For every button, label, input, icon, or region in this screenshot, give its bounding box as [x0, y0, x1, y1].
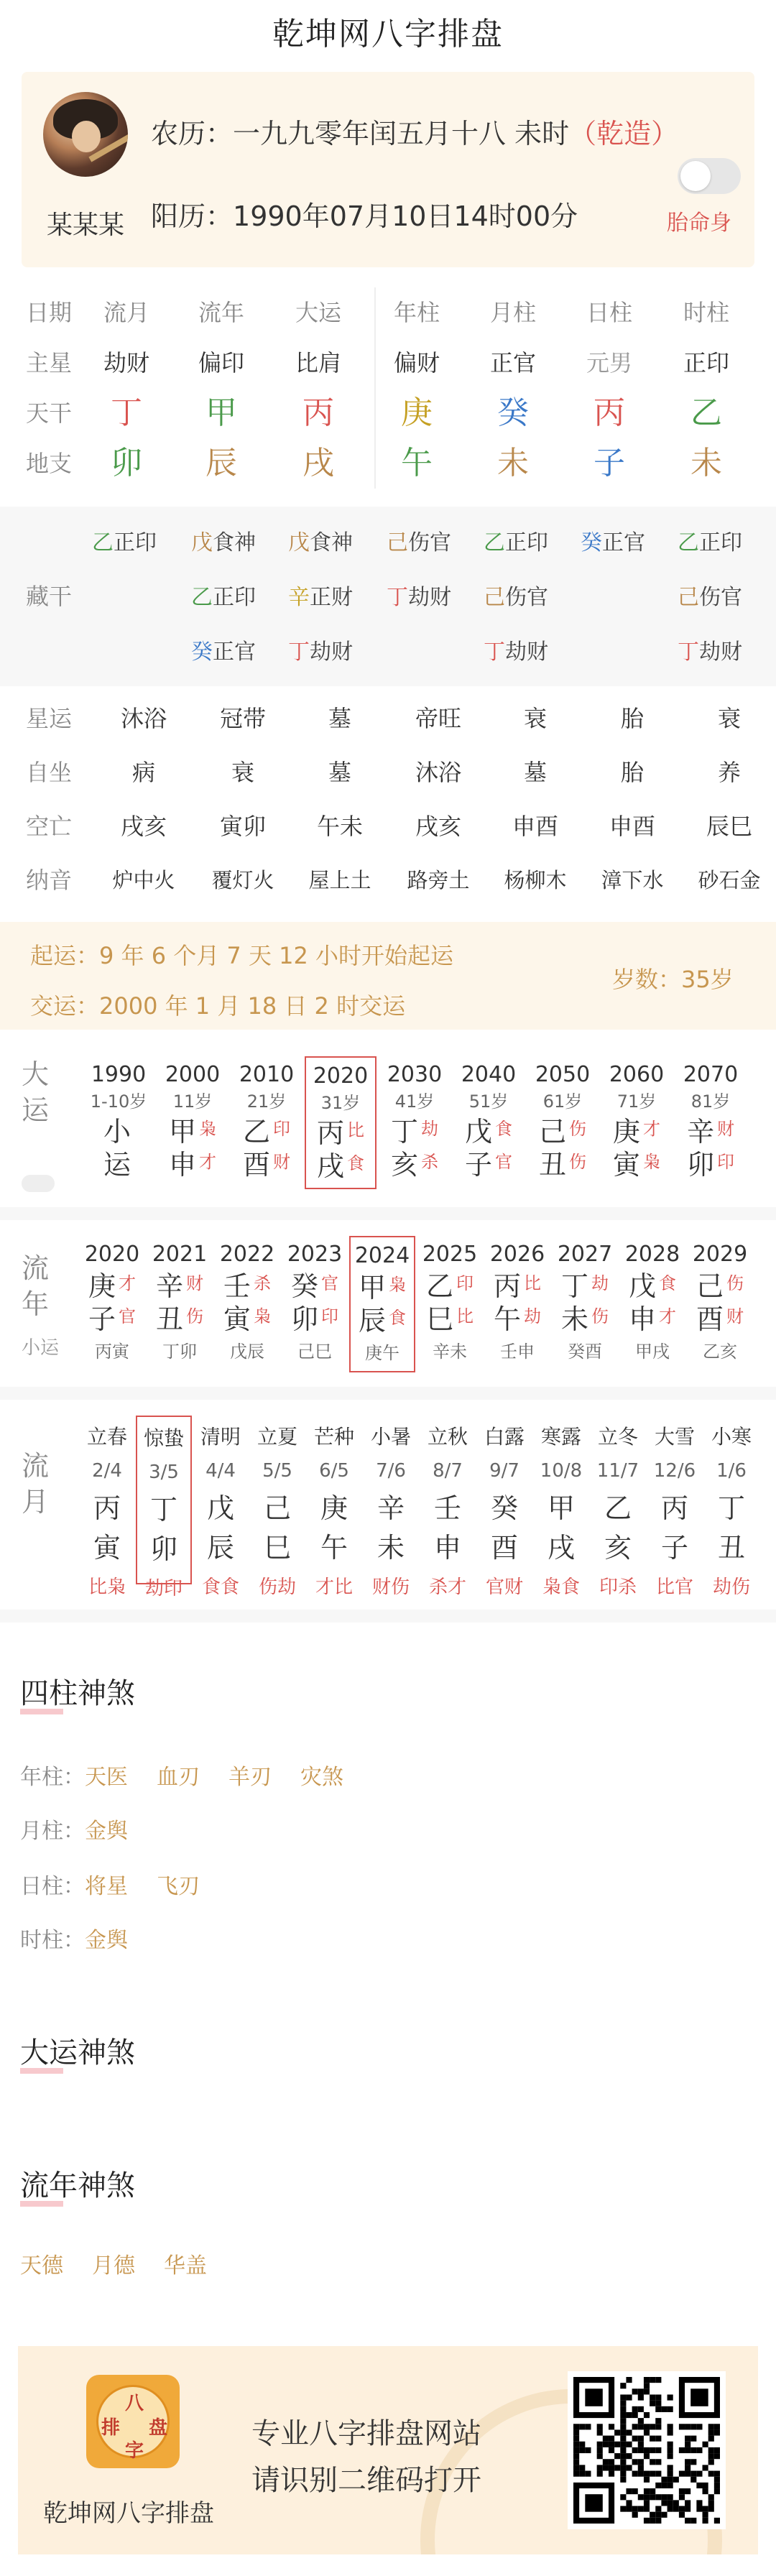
tiangan-row-cell: 丁 — [111, 394, 142, 431]
star-cell: 沐浴 — [415, 759, 461, 786]
dizhi-row-cell: 未 — [690, 445, 722, 481]
canggan-item: 丁劫财 — [387, 585, 451, 610]
liuyue-column[interactable]: 立夏 5/5 己 巳 伤劫 — [257, 1425, 297, 1598]
star-cell: 衰 — [231, 759, 254, 786]
shensha-row: 时柱：金舆 — [20, 1928, 128, 1953]
canggan-item: 癸正官 — [191, 640, 256, 665]
shensha-item[interactable]: 血刃 — [157, 1765, 200, 1790]
star-cell: 沐浴 — [120, 705, 167, 732]
liunian-column[interactable]: 2022 壬 杀 寅 枭 戊辰 — [219, 1242, 275, 1362]
zhuxing-row-cell: 元男 — [586, 349, 632, 377]
solar-date: 阳历：1990年07月10日14时00分 — [151, 200, 578, 232]
header-cell: 大运 — [295, 299, 341, 326]
star-cell: 申酉 — [609, 813, 655, 840]
dayun-shensha-title: 大运神煞 — [20, 2030, 135, 2071]
tiangan-row-cell: 癸 — [497, 394, 529, 431]
star-row-label: 纳音 — [26, 867, 73, 894]
shensha-item[interactable]: 金舆 — [85, 1928, 128, 1953]
zhuxing-row-cell: 正印 — [683, 349, 729, 377]
star-cell: 戌亥 — [120, 813, 167, 840]
star-cell: 寅卯 — [219, 813, 266, 840]
shensha-item[interactable]: 羊刃 — [228, 1765, 272, 1790]
canggan-item: 己伤官 — [678, 585, 742, 610]
star-cell: 病 — [131, 759, 155, 786]
star-cell: 漳下水 — [601, 868, 664, 892]
dayun-column[interactable]: 2060 71岁 庚 才 寅 枭 — [609, 1062, 665, 1181]
star-cell: 帝旺 — [415, 705, 461, 732]
liunian-column[interactable]: 2023 癸 官 卯 印 己巳 — [287, 1242, 343, 1362]
star-cell: 申酉 — [512, 813, 558, 840]
liunian-title: 流年 — [22, 1252, 50, 1320]
zhuxing-row-cell: 偏印 — [198, 349, 244, 377]
shensha-item[interactable]: 灾煞 — [300, 1765, 343, 1790]
dizhi-row-cell: 卯 — [111, 445, 142, 481]
canggan-item: 乙正印 — [92, 530, 157, 555]
canggan-item: 丁劫财 — [678, 640, 742, 665]
star-cell: 墓 — [328, 705, 351, 732]
header-cell: 日期 — [26, 299, 73, 326]
liunian-column[interactable]: 2028 戊 食 申 才 甲戌 — [624, 1242, 680, 1362]
dayun-column[interactable]: 2050 61岁 己 伤 丑 伤 — [535, 1062, 591, 1181]
tiangan-row-cell: 丙 — [302, 394, 334, 431]
star-cell: 胎 — [620, 705, 644, 732]
age-text: 岁数：35岁 — [612, 966, 734, 993]
star-row-label: 自坐 — [26, 759, 73, 786]
liuyue-title: 流月 — [22, 1450, 50, 1518]
grid-header — [0, 287, 776, 338]
liunian-column[interactable]: 2029 己 伤 酉 财 乙亥 — [692, 1242, 748, 1362]
dayun-column[interactable]: 2040 51岁 戊 食 子 官 — [461, 1062, 517, 1181]
liuyue-column[interactable]: 芒种 6/5 庚 午 才比 — [313, 1425, 354, 1598]
page-title: 乾坤网八字排盘 — [272, 16, 504, 52]
canggan-item: 丁劫财 — [288, 640, 353, 665]
dayun-column[interactable]: 2010 21岁 乙 印 酉 财 — [239, 1062, 295, 1181]
canggan-item: 戊食神 — [288, 530, 353, 555]
star-cell: 炉中火 — [112, 868, 175, 892]
header-cell: 流月 — [103, 299, 149, 326]
zhuxing-row-cell: 比肩 — [295, 349, 341, 377]
liunian-shensha-items — [20, 2248, 236, 2279]
star-cell: 衰 — [717, 705, 741, 732]
canggan-item: 辛正财 — [288, 585, 353, 610]
dayun-column[interactable]: 2000 11岁 甲 枭 申 才 — [165, 1062, 221, 1181]
shensha-item[interactable]: 月德 — [92, 2253, 135, 2279]
star-cell: 冠带 — [219, 705, 266, 732]
shensha-row: 月柱：金舆 — [20, 1819, 128, 1844]
star-cell: 杨柳木 — [504, 868, 567, 892]
liuyue-column[interactable]: 白露 9/7 癸 酉 官财 — [484, 1425, 525, 1598]
tiangan-row-cell: 庚 — [401, 394, 433, 431]
liuyue-column[interactable]: 立秋 8/7 壬 申 杀才 — [427, 1425, 468, 1598]
tiangan-row-cell: 丙 — [593, 394, 625, 431]
star-cell: 午未 — [316, 813, 363, 840]
column-divider — [374, 287, 376, 489]
dizhi-row-cell: 未 — [497, 445, 529, 481]
zhuxing-row-label: 主星 — [26, 349, 73, 377]
qr-code[interactable] — [568, 2371, 726, 2529]
profile-card — [22, 72, 754, 267]
liunian-timeline — [0, 1229, 776, 1387]
liuyue-column[interactable]: 立冬 11/7 乙 亥 印杀 — [596, 1425, 639, 1598]
liunian-shensha-title: 流年神煞 — [20, 2163, 135, 2204]
tiangan-row — [0, 388, 776, 438]
liuyue-timeline — [0, 1408, 776, 1599]
dizhi-row-cell: 辰 — [205, 445, 237, 481]
liuyue-column[interactable]: 小暑 7/6 辛 未 财伤 — [370, 1425, 411, 1598]
gender-tag: （乾造） — [569, 118, 679, 149]
liunian-column[interactable]: 2025 乙 印 巳 比 辛未 — [422, 1242, 478, 1362]
app-logo: 八 排 盘 字 — [86, 2375, 180, 2468]
liuyue-column[interactable]: 小寒 1/6 丁 丑 劫伤 — [711, 1425, 752, 1598]
zhuxing-row-cell: 偏财 — [393, 349, 440, 377]
canggan-item: 己伤官 — [484, 585, 548, 610]
footer-line-1: 专业八字排盘网站 — [251, 2417, 481, 2450]
header-cell: 流年 — [198, 299, 244, 326]
star-row-label: 空亡 — [26, 813, 73, 840]
shensha-item[interactable]: 将星 — [85, 1874, 128, 1899]
liunian-column[interactable]: 2024 甲 枭 辰 食 庚午 — [349, 1236, 415, 1372]
star-cell: 墓 — [523, 759, 547, 786]
qr-code-icon — [573, 2377, 720, 2524]
canggan-item: 癸正官 — [581, 530, 645, 555]
canggan-item: 戊食神 — [191, 530, 256, 555]
liuyue-column[interactable]: 清明 4/4 戊 辰 食食 — [200, 1425, 241, 1598]
dayun-toggle[interactable] — [22, 1175, 55, 1192]
tiangan-row-cell: 乙 — [690, 394, 722, 431]
liuyue-column[interactable]: 惊蛰 3/5 丁 卯 劫印 — [136, 1416, 192, 1584]
star-cell: 戌亥 — [415, 813, 461, 840]
shensha-item[interactable]: 华盖 — [164, 2253, 207, 2279]
header-cell: 月柱 — [489, 299, 536, 326]
dayun-column[interactable]: 2030 41岁 丁 劫 亥 杀 — [387, 1062, 443, 1181]
start-luck-banner — [0, 922, 776, 1030]
dayun-column[interactable]: 1990 1-10岁 小 运 — [90, 1062, 147, 1181]
star-cell: 养 — [717, 759, 741, 786]
star-row-label: 星运 — [26, 705, 73, 732]
dizhi-row-cell: 戌 — [302, 445, 334, 481]
footer-app-name: 乾坤网八字排盘 — [43, 2499, 214, 2528]
liuyue-column[interactable]: 大雪 12/6 丙 子 比官 — [653, 1425, 696, 1598]
star-cell: 屋上土 — [308, 868, 371, 892]
liuyue-column[interactable]: 立春 2/4 丙 寅 比枭 — [86, 1425, 127, 1598]
taiming-toggle[interactable] — [678, 158, 741, 194]
sizhu-shensha-title: 四柱神煞 — [20, 1671, 135, 1712]
star-cell: 墓 — [328, 759, 351, 786]
shensha-item[interactable]: 天德 — [20, 2253, 63, 2279]
qiyun-text: 起运：9 年 6 个月 7 天 12 小时开始起运 — [30, 942, 454, 969]
liunian-column[interactable]: 2026 丙 比 午 劫 壬申 — [489, 1242, 545, 1362]
header-cell: 时柱 — [683, 299, 729, 326]
star-cell: 辰巳 — [706, 813, 752, 840]
star-cell: 砂石金 — [698, 868, 761, 892]
dizhi-row — [0, 438, 776, 489]
jiaoyun-text: 交运：2000 年 1 月 18 日 2 时交运 — [30, 992, 406, 1020]
dayun-column[interactable]: 2020 31岁 丙 比 戌 食 — [305, 1056, 377, 1189]
shensha-row: 日柱：将星 飞刃 — [20, 1874, 200, 1899]
dayun-title: 大运 — [22, 1058, 50, 1126]
zhuxing-row-cell: 劫财 — [103, 349, 149, 377]
header-cell: 年柱 — [393, 299, 440, 326]
zhuxing-row — [0, 338, 776, 388]
canggan-item: 乙正印 — [484, 530, 548, 555]
star-cell: 衰 — [523, 705, 547, 732]
taiming-label: 胎命身 — [667, 211, 731, 236]
canggan-item: 乙正印 — [191, 585, 256, 610]
footer-banner — [18, 2346, 758, 2554]
shensha-item[interactable]: 金舆 — [85, 1819, 128, 1844]
canggan-label: 藏干 — [26, 583, 73, 610]
liunian-column[interactable]: 2021 辛 财 丑 伤 丁卯 — [152, 1242, 208, 1362]
footer-line-2: 请识别二维码打开 — [251, 2464, 481, 2497]
dizhi-row-cell: 子 — [593, 445, 625, 481]
zhuxing-row-cell: 正官 — [489, 349, 536, 377]
liunian-column[interactable]: 2020 庚 才 子 官 丙寅 — [84, 1242, 140, 1362]
lunar-date: 农历：一九九零年闰五月十八 未时（乾造） — [151, 118, 679, 149]
shensha-item[interactable]: 天医 — [85, 1765, 128, 1790]
tiangan-row-cell: 甲 — [205, 394, 237, 431]
dizhi-row-cell: 午 — [401, 445, 433, 481]
canggan-item: 乙正印 — [678, 530, 742, 555]
dizhi-row-label: 地支 — [26, 450, 73, 477]
xiaoyun-label: 小运 — [22, 1337, 60, 1359]
canggan-item: 丁劫财 — [484, 640, 548, 665]
star-cell: 胎 — [620, 759, 644, 786]
canggan-section — [0, 507, 776, 686]
shensha-row: 年柱：天医 血刃 羊刃 灾煞 — [20, 1765, 343, 1790]
shensha-item[interactable]: 飞刃 — [157, 1874, 200, 1899]
canggan-item: 己伤官 — [387, 530, 451, 555]
tiangan-row-label: 天干 — [26, 400, 73, 427]
star-cell: 覆灯火 — [211, 868, 274, 892]
avatar[interactable] — [43, 92, 128, 177]
liunian-column[interactable]: 2027 丁 劫 未 伤 癸酉 — [557, 1242, 613, 1362]
dayun-column[interactable]: 2070 81岁 辛 财 卯 印 — [683, 1062, 739, 1181]
dayun-timeline — [0, 1042, 776, 1200]
profile-name: 某某某 — [46, 211, 124, 240]
liuyue-column[interactable]: 寒露 10/8 甲 戌 枭食 — [540, 1425, 583, 1598]
header-cell: 日柱 — [586, 299, 632, 326]
star-cell: 路旁土 — [407, 868, 470, 892]
